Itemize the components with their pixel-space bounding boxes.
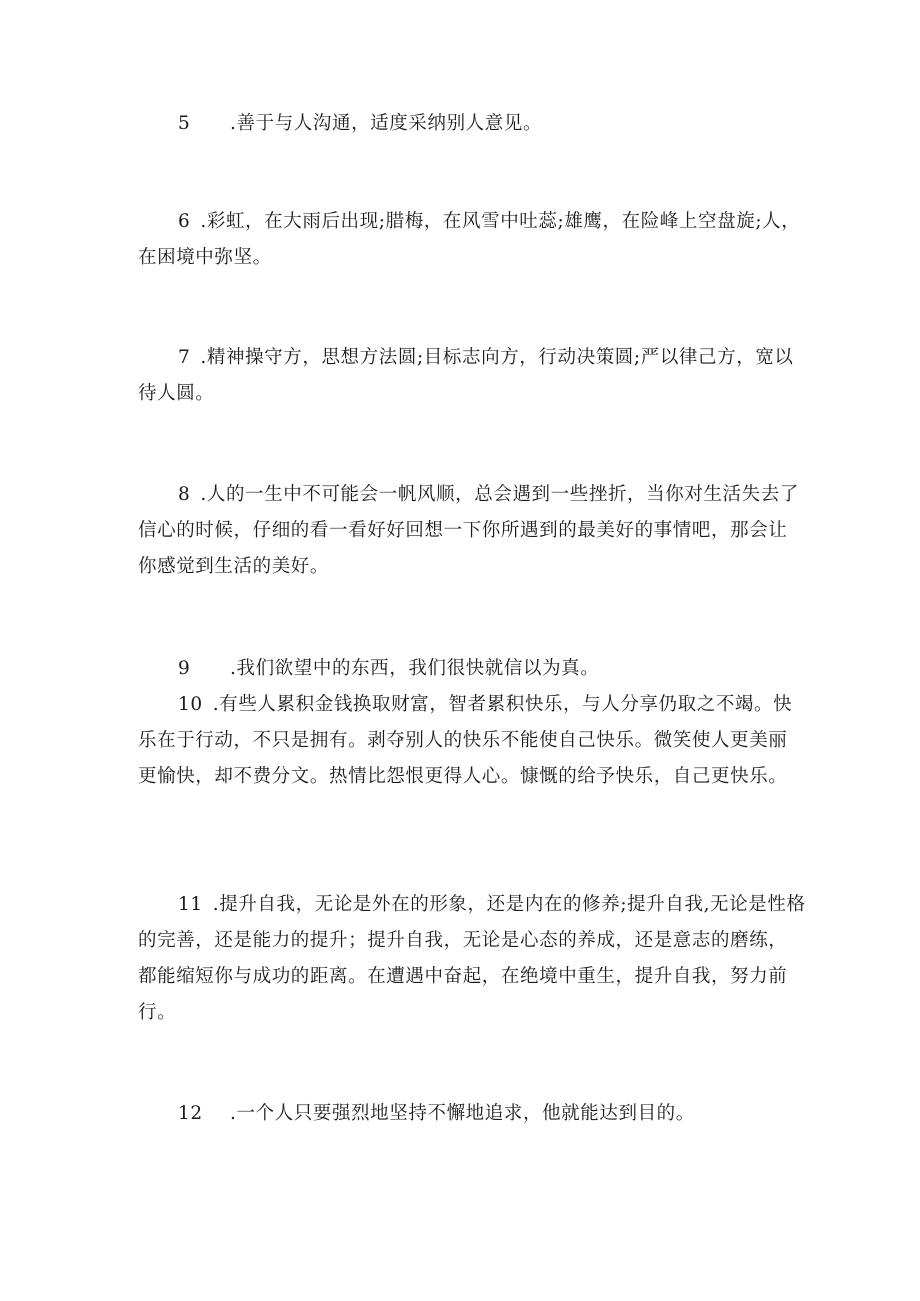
quote-item-11 bbox=[138, 887, 806, 1031]
item-text: .有些人累积金钱换取财富，智者累积快乐，与人分享仍取之不竭。快乐在于行动，不只是拥有。剥夺别人的快乐不能使自己快乐。微笑使人更美丽更愉快，却不费分文。热情比怨恨更得人心。慷慨的给予快乐，自己更快乐。 bbox=[138, 694, 793, 787]
item-number: 5 bbox=[178, 113, 191, 134]
item-number: 12 bbox=[178, 1103, 203, 1124]
item-text: .提升自我，无论是外在的形象，还是内在的修养;提升自我,无论是性格的完善，还是能力的提升；提升自我，无论是心态的养成，还是意志的磨练，都能缩短你与成功的距离。在遭遇中奋起，在绝境中重生，提升自我，努力前行。 bbox=[138, 894, 806, 1023]
quote-item-7 bbox=[138, 340, 806, 412]
quote-item-6 bbox=[138, 204, 806, 276]
item-text: .我们欲望中的东西，我们很快就信以为真。 bbox=[230, 658, 600, 679]
item-text: .人的一生中不可能会一帆风顺，总会遇到一些挫折，当你对生活失去了信心的时候，仔细的看一看好好回想一下你所遇到的最美好的事情吧，那会让你感觉到生活的美好。 bbox=[138, 484, 799, 577]
quote-item-5 bbox=[138, 106, 806, 142]
item-number: 8 bbox=[178, 484, 191, 505]
item-text: .精神操守方，思想方法圆;目标志向方，行动决策圆;严以律己方，宽以待人圆。 bbox=[138, 347, 794, 404]
quote-item-10 bbox=[138, 687, 806, 795]
quote-item-9 bbox=[138, 651, 806, 687]
item-number: 6 bbox=[178, 211, 191, 232]
item-number: 10 bbox=[178, 694, 203, 715]
item-number: 11 bbox=[178, 894, 203, 915]
item-number: 7 bbox=[178, 347, 191, 368]
item-number: 9 bbox=[178, 658, 191, 679]
item-text: .一个人只要强烈地坚持不懈地追求，他就能达到目的。 bbox=[230, 1103, 695, 1124]
item-text: .善于与人沟通，适度采纳别人意见。 bbox=[230, 113, 543, 134]
quote-item-8 bbox=[138, 477, 806, 585]
item-text: .彩虹，在大雨后出现;腊梅，在风雪中吐蕊;雄鹰，在险峰上空盘旋;人，在困境中弥坚。 bbox=[138, 211, 801, 268]
quote-item-12 bbox=[138, 1096, 806, 1132]
